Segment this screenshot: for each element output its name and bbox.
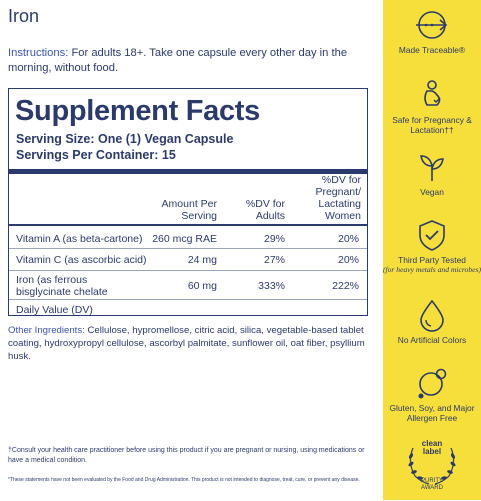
- header-divider: [9, 224, 367, 226]
- daily-value-note: Daily Value (DV): [16, 304, 93, 316]
- pregnancy-icon: [415, 78, 449, 112]
- feature-label: No Artificial Colors: [397, 335, 467, 345]
- feature-sublabel: (for heavy metals and microbes): [383, 265, 481, 274]
- fda-disclaimer: *These statements have not been evaluated by the Food and Drug Administration. This product is not intended to diagnose, treat, cure, or prevent any disease.: [8, 477, 360, 483]
- feature-label: Made Traceable®: [398, 45, 466, 55]
- feature-label: Vegan: [420, 187, 444, 197]
- nutrient-amount: 260 mcg RAE: [152, 233, 217, 245]
- instructions-text: For adults 18+. Take one capsule every other day in the morning, without food.: [8, 47, 348, 74]
- product-title: Iron: [8, 6, 40, 26]
- feature-vegan: [383, 150, 481, 197]
- row-divider: [9, 299, 367, 300]
- feature-sidebar: [383, 0, 481, 500]
- nutrient-amount: 24 mg: [187, 254, 217, 266]
- other-ingredients-label: Other Ingredients:: [8, 325, 85, 336]
- feature-label: Safe for Pregnancy & Lactation††: [392, 115, 472, 135]
- nutrient-dv-adults: 27%: [263, 254, 285, 266]
- row-divider: [9, 270, 367, 271]
- nutrient-name: Vitamin A (as beta-cartone): [16, 233, 143, 245]
- clean-label-award-badge: [399, 436, 465, 496]
- facts-heading: Supplement Facts: [15, 95, 260, 127]
- instructions: [8, 46, 373, 76]
- table-row: [9, 249, 367, 269]
- feature-pregnancy: [383, 78, 481, 135]
- traceable-arrow-icon: [415, 8, 449, 42]
- other-ingredients-text: Cellulose, hypromellose, citric acid, silica, vegetable-based tablet coating, hydroxypropyl cellulose, ascorbyl palmitate, sunflower oil, oat fiber, psyllium husk.: [8, 325, 365, 362]
- nutrient-dv-pregnant: 20%: [337, 233, 359, 245]
- nutrient-amount: 60 mg: [187, 280, 217, 292]
- nutrient-dv-pregnant: 20%: [337, 254, 359, 266]
- supplement-facts-box: [8, 88, 368, 316]
- serving-info: [16, 131, 233, 163]
- feature-no-colors: [383, 298, 481, 345]
- nutrient-name: Iron (as ferrous bisglycinate chelate: [16, 274, 108, 298]
- award-bottom-text: PURITY AWARD: [420, 478, 443, 491]
- consult-note: †Consult your health care practitioner before using this product if you are pregnant or nursing, using medications or have a medical condition.: [8, 447, 365, 464]
- feature-traceable: [383, 8, 481, 55]
- other-ingredients: [8, 324, 376, 363]
- nutrient-name: Vitamin C (as ascorbic acid): [16, 254, 147, 266]
- column-header-amount: Amount Per Serving: [161, 198, 217, 222]
- shield-check-icon: [415, 218, 449, 252]
- feature-label: Third Party Tested: [398, 255, 466, 265]
- award-top-text: clean label: [421, 439, 443, 456]
- feature-third-party-tested: [383, 218, 481, 275]
- feature-allergen-free: [383, 366, 481, 423]
- instructions-label: Instructions:: [8, 47, 69, 59]
- servings-per-container: Servings Per Container: 15: [16, 148, 176, 162]
- column-header-dv-adults: %DV for Adults: [245, 198, 285, 222]
- sprout-icon: [415, 150, 449, 184]
- table-row: [9, 272, 367, 298]
- serving-size: Serving Size: One (1) Vegan Capsule: [16, 132, 234, 146]
- nutrient-dv-adults: 333%: [258, 280, 285, 292]
- drop-icon: [415, 298, 449, 332]
- column-header-dv-pregnant: %DV for Pregnant/ Lactating Women: [315, 174, 361, 222]
- table-row: [9, 229, 367, 249]
- nutrient-dv-pregnant: 222%: [332, 280, 359, 292]
- allergen-circles-icon: [415, 366, 449, 400]
- feature-label: Gluten, Soy, and Major Allergen Free: [389, 403, 475, 423]
- nutrient-dv-adults: 29%: [263, 233, 285, 245]
